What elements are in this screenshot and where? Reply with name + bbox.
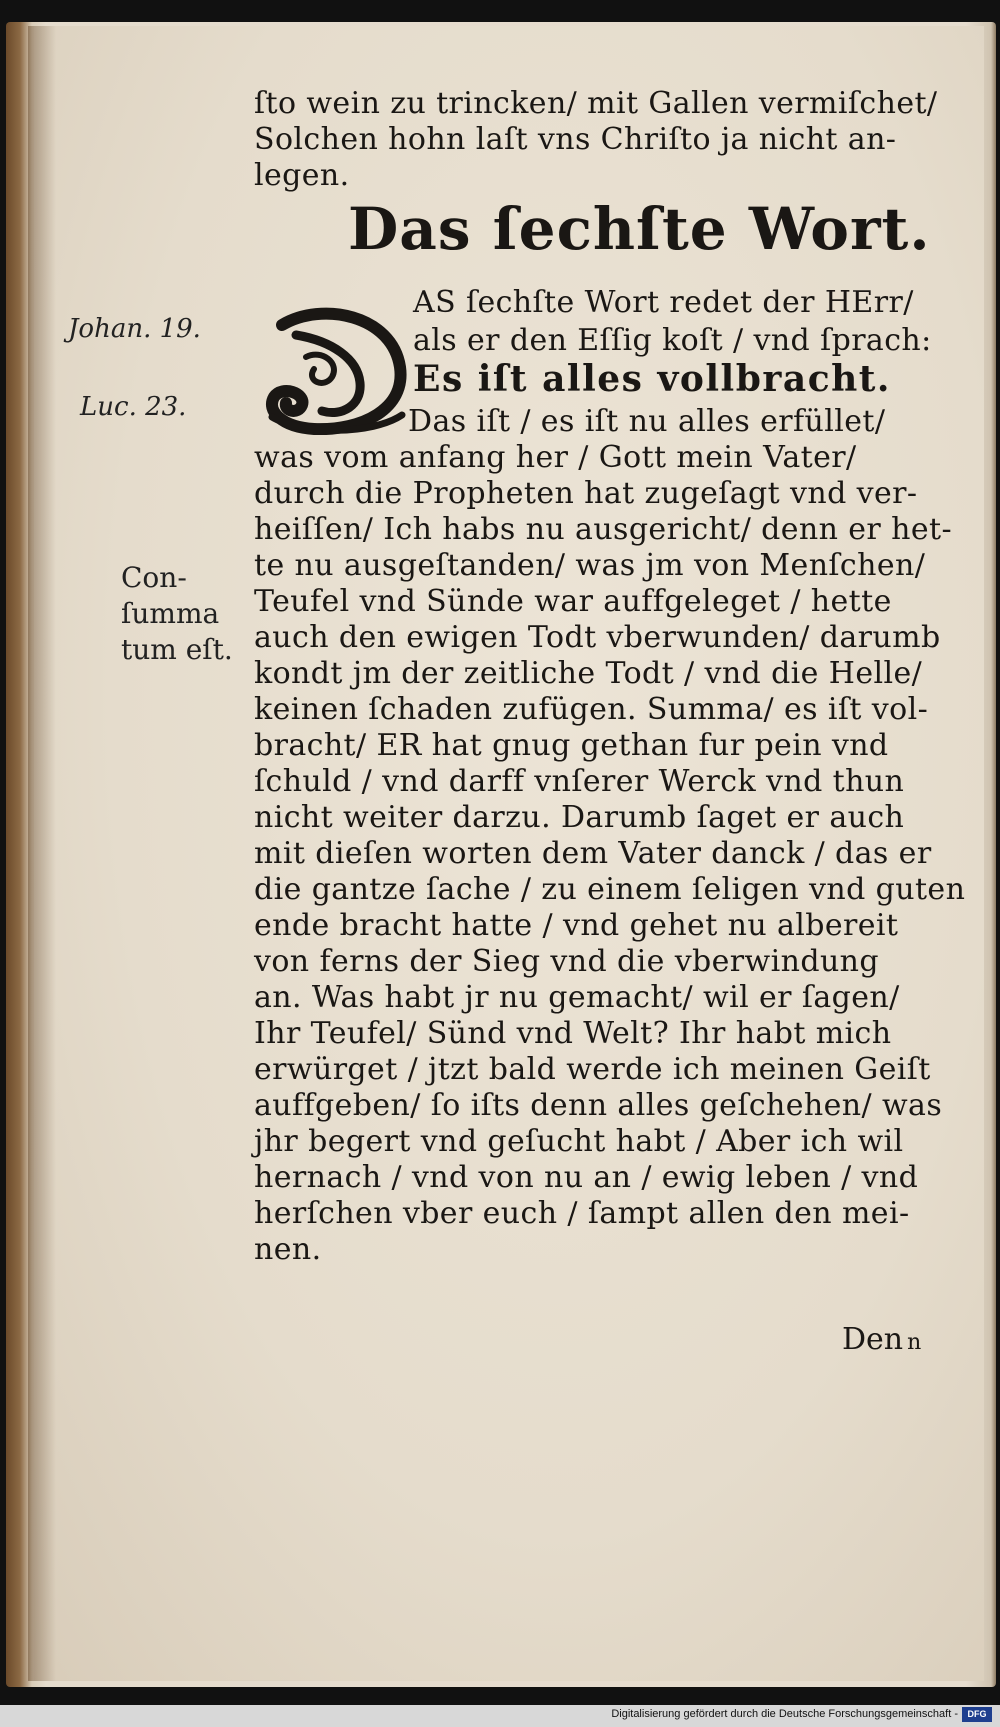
body-line: an. Was habt jr nu gemacht/ wil er ſagen/ bbox=[254, 980, 900, 1015]
body-line: durch die Propheten hat zugeſagt vnd ver- bbox=[254, 476, 918, 511]
text-line-first-2: als er den Eſſig koſt / vnd ſprach: bbox=[413, 323, 932, 358]
body-line: herſchen vber euch / ſampt allen den mei- bbox=[254, 1196, 910, 1231]
body-line: auch den ewigen Todt vberwunden/ darumb bbox=[254, 620, 941, 655]
body-line: von ferns der Sieg vnd die vberwindung bbox=[254, 944, 879, 979]
section-heading: Das ſechſte Wort. bbox=[348, 195, 931, 263]
text-line-top-3: legen. bbox=[254, 158, 350, 193]
body-line: nicht weiter darzu. Darumb ſaget er auch bbox=[254, 800, 905, 835]
body-line: kondt jm der zeitliche Todt / vnd die Helle/ bbox=[254, 656, 923, 691]
text-line-top-1: ſto wein zu trincken/ mit Gallen vermiſchet/ bbox=[254, 86, 938, 121]
digitization-credit: Digitalisierung gefördert durch die Deutsche Forschungsgemeinschaft - bbox=[611, 1708, 958, 1720]
body-line: die gantze ſache / zu einem ſeligen vnd guten bbox=[254, 872, 966, 907]
body-line: keinen ſchaden zufügen. Summa/ es iſt vol- bbox=[254, 692, 929, 727]
body-line: Ihr Teufel/ Sünd vnd Welt? Ihr habt mich bbox=[254, 1016, 892, 1051]
dfg-logo: DFG bbox=[962, 1707, 992, 1722]
margin-note-luc: Luc. 23. bbox=[80, 392, 187, 422]
body-line: erwürget / jtzt bald werde ich meinen Geiſt bbox=[254, 1052, 931, 1087]
text-line-first-3: Es iſt alles vollbracht. bbox=[413, 358, 891, 400]
catchword-text: Den bbox=[842, 1322, 904, 1357]
body-line: nen. bbox=[254, 1232, 322, 1267]
body-line: bracht/ ER hat gnug gethan fur pein vnd bbox=[254, 728, 889, 763]
text-line-top-2: Solchen hohn laſt vns Chriſto ja nicht an- bbox=[254, 122, 897, 157]
margin-note-johan: Johan. 19. bbox=[68, 314, 201, 344]
body-line: te nu ausgeſtanden/ was jm von Menſchen/ bbox=[254, 548, 926, 583]
margin-note-latin-1: Con- bbox=[121, 561, 187, 594]
decorated-initial-d-icon bbox=[262, 305, 410, 435]
body-line: ſchuld / vnd darff vnſerer Werck vnd thun bbox=[254, 764, 905, 799]
body-line: heiſſen/ Ich habs nu ausgericht/ denn er het- bbox=[254, 512, 952, 547]
text-line-first-1: AS ſechſte Wort redet der HErr/ bbox=[413, 285, 914, 320]
gutter-shadow bbox=[28, 26, 56, 1681]
body-line: hernach / vnd von nu an / ewig leben / vnd bbox=[254, 1160, 919, 1195]
body-line: auffgeben/ ſo iſts denn alles geſchehen/ was bbox=[254, 1088, 943, 1123]
body-line: mit dieſen worten dem Vater danck / das er bbox=[254, 836, 932, 871]
signature-mark: n bbox=[907, 1330, 922, 1355]
margin-note-latin-2: ſumma bbox=[121, 597, 220, 630]
body-line: was vom anfang her / Gott mein Vater/ bbox=[254, 440, 857, 475]
body-line: jhr begert vnd geſucht habt / Aber ich wil bbox=[254, 1124, 904, 1159]
catchword bbox=[842, 1322, 921, 1357]
body-line: Teufel vnd Sünde war auffgeleget / hette bbox=[254, 584, 892, 619]
body-line: ende bracht hatte / vnd gehet nu albereit bbox=[254, 908, 899, 943]
body-line: Das iſt / es iſt nu alles erfüllet/ bbox=[408, 404, 886, 439]
margin-note-latin-3: tum eſt. bbox=[121, 633, 233, 666]
